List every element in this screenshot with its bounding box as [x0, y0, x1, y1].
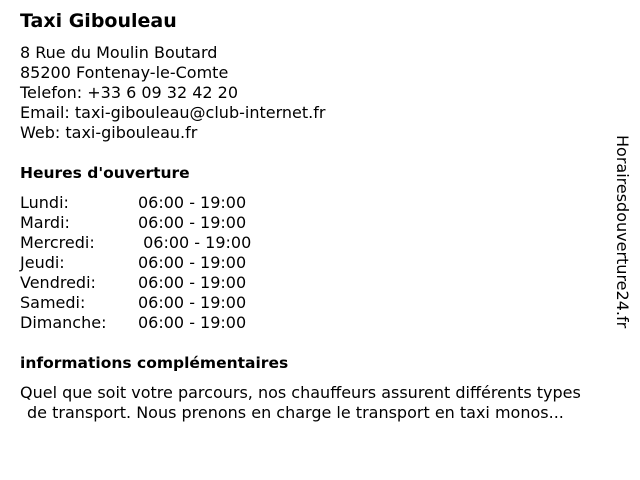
- hours-row-tuesday: [20, 213, 251, 233]
- hours-row-sunday: [20, 313, 251, 333]
- time-range: 06:00 - 19:00: [138, 253, 247, 272]
- day-label: Dimanche:: [20, 313, 107, 332]
- day-label: Samedi:: [20, 293, 86, 312]
- description-line: de transport. Nous prenons en charge le transport en taxi monos...: [27, 403, 564, 422]
- hours-row-wednesday: [20, 233, 251, 253]
- watermark-text: Horairesdouverture24.fr: [613, 135, 632, 329]
- opening-hours-table: [20, 193, 251, 333]
- description-line: Quel que soit votre parcours, nos chauffeurs assurent différents types: [20, 383, 581, 402]
- time-range: 06:00 - 19:00: [138, 233, 252, 252]
- time-range: 06:00 - 19:00: [138, 273, 247, 292]
- hours-row-saturday: [20, 293, 251, 313]
- day-label: Mardi:: [20, 213, 70, 232]
- time-range: 06:00 - 19:00: [138, 313, 247, 332]
- email-address[interactable]: Email: taxi-gibouleau@club-internet.fr: [20, 103, 326, 122]
- day-label: Mercredi:: [20, 233, 95, 252]
- day-label: Lundi:: [20, 193, 69, 212]
- time-range: 06:00 - 19:00: [138, 213, 247, 232]
- hours-row-friday: [20, 273, 251, 293]
- time-range: 06:00 - 19:00: [138, 293, 247, 312]
- opening-hours-heading: Heures d'ouverture: [20, 164, 190, 182]
- day-label: Vendredi:: [20, 273, 96, 292]
- business-name: Taxi Gibouleau: [20, 10, 177, 32]
- day-label: Jeudi:: [20, 253, 65, 272]
- hours-row-monday: [20, 193, 251, 213]
- description-text: [20, 383, 635, 423]
- additional-info-heading: informations complémentaires: [20, 354, 289, 372]
- site-watermark: [612, 135, 632, 371]
- address-street: 8 Rue du Moulin Boutard: [20, 43, 218, 62]
- time-range: 06:00 - 19:00: [138, 193, 247, 212]
- contact-block: [20, 43, 325, 143]
- address-city: 85200 Fontenay-le-Comte: [20, 63, 229, 82]
- hours-row-thursday: [20, 253, 251, 273]
- phone-number[interactable]: Telefon: +33 6 09 32 42 20: [20, 83, 239, 102]
- website-link[interactable]: Web: taxi-gibouleau.fr: [20, 123, 198, 142]
